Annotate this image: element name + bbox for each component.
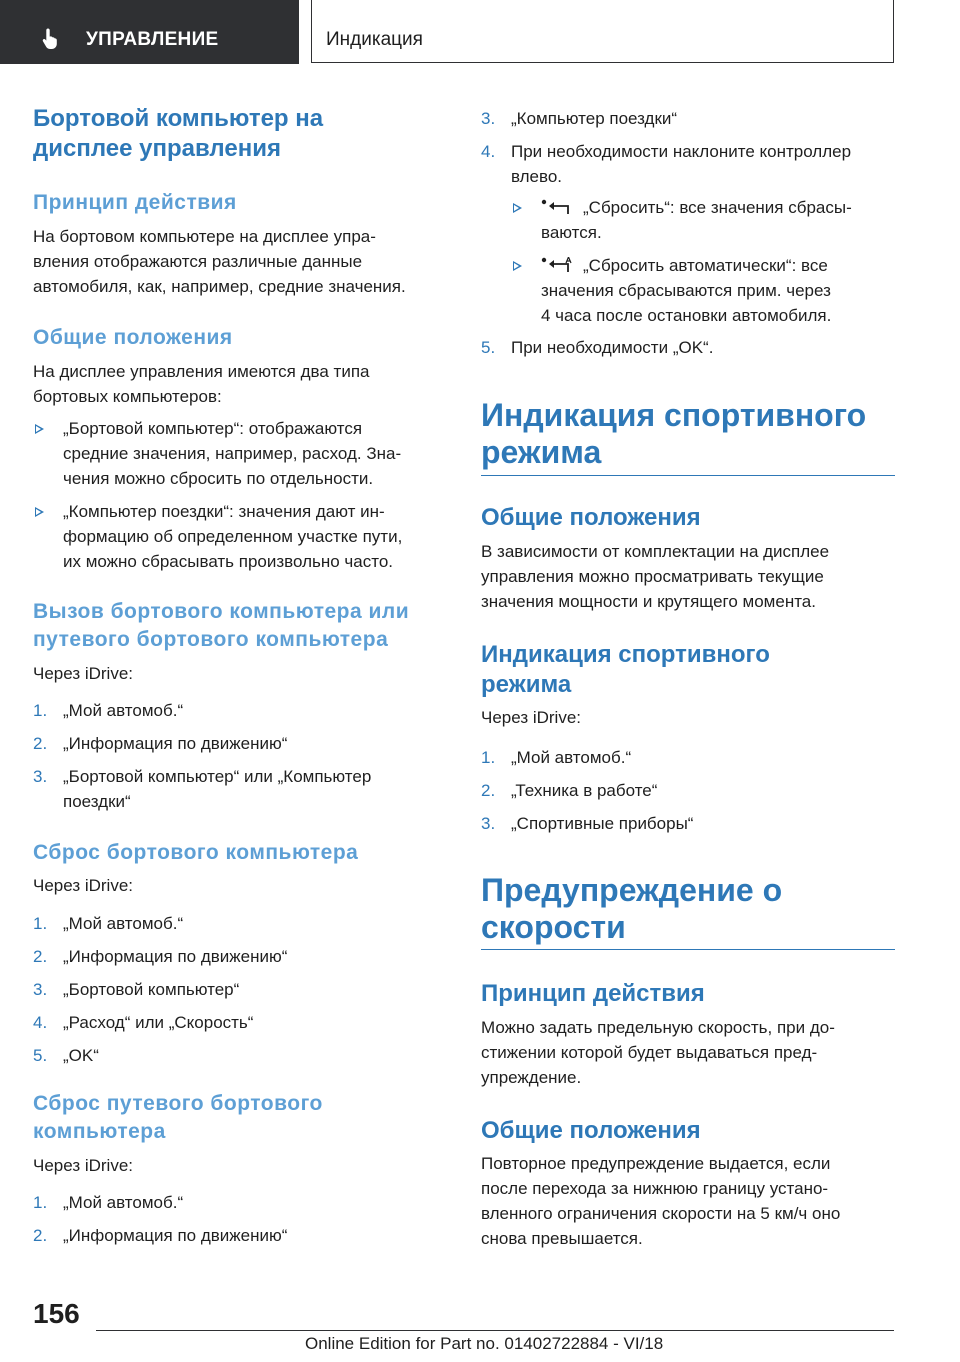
list-item: 1. „Мой автомоб.“ [33,914,184,933]
list-item: 4. При необходимости наклоните контроллер влево. [481,142,852,186]
footer-rule [96,1330,894,1331]
list-item: 2. „Информация по движению“ [33,734,288,753]
heading-general: Общие положения [481,504,701,531]
auto-reset-arrow-icon [541,257,575,273]
general-text: На дисплее управления имеются два типа бортовых компьютеров: [33,362,370,406]
list-item: 1. „Мой автомоб.“ [33,701,184,720]
general-text: В зависимости от комплектации на дисплее управления можно просматривать текущие значения мощности и крутящего момента. [481,542,830,611]
list-item: 5. „OK“ [33,1046,99,1065]
heading-principle: Принцип действия [33,191,237,214]
list-item: „Компьютер поездки“: значения дают ин- формацию об определенном участке пути, их можно сбрасывать произвольно часто. [33,499,453,574]
heading-principle: Принцип действия [481,980,705,1007]
list-item: „Сбросить автоматически“: все значения сбрасываются прим. через 4 часа после остановки автомобиля. [511,253,895,328]
heading-reset-trip: Сброс путевого бортового компьютера [33,1092,323,1143]
triangle-bullet-icon [513,203,522,213]
list-item: „Сбросить“: все значения сбрасы- ваются. [511,195,895,245]
subsection-title: Индикация [326,29,423,50]
heading-speed-warning: Предупреждение о скорости [481,872,783,945]
idrive-intro: Через iDrive: [33,664,134,683]
list-item: 2. „Техника в работе“ [481,781,658,800]
heading-reset: Сброс бортового компьютера [33,841,359,864]
heading-sport-display-sub: Индикация спортивного режима [481,641,770,698]
divider [481,949,895,950]
list-item: 3. „Бортовой компьютер“ [33,980,240,999]
section-title: УПРАВЛЕНИЕ [86,29,219,50]
heading-general: Общие положения [33,326,233,349]
list-item: 1. „Мой автомоб.“ [33,1193,184,1212]
principle-text: Можно задать предельную скорость, при до- стижении которой будет выдаваться пред- упреждение. [481,1018,835,1087]
divider [481,475,895,476]
list-item: 2. „Информация по движению“ [33,1226,288,1245]
triangle-bullet-icon [35,424,44,434]
page-number: 156 [33,1298,80,1329]
list-item: 3. „Спортивные приборы“ [481,814,694,833]
section-tab [0,0,299,64]
subsection-box [311,0,894,63]
list-item: 3. „Бортовой компьютер“ или „Компьютер поездки“ [33,767,372,811]
triangle-bullet-icon [35,507,44,517]
reset-arrow-icon [541,199,575,215]
heading-call: Вызов бортового компьютера или путевого бортового компьютера [33,600,410,651]
idrive-intro: Через iDrive: [33,1156,134,1175]
list-item: 2. „Информация по движению“ [33,947,288,966]
list-item: 5. При необходимости „OK“. [481,338,714,357]
list-item: 3. „Компьютер поездки“ [481,109,678,128]
list-item: „Бортовой компьютер“: отображаются средние значения, например, расход. Зна- чения можно сбросить по отдельности. [33,416,453,491]
heading-general: Общие положения [481,1117,701,1144]
footer-edition: Online Edition for Part no. 01402722884 - VI/18 [305,1334,664,1353]
general-text: Повторное предупреждение выдается, если после перехода за нижнюю границу устано- вленного ограничения скорости на 5 км/ч оно снова превышается. [481,1154,841,1248]
list-item: 4. „Расход“ или „Скорость“ [33,1013,254,1032]
triangle-bullet-icon [513,261,522,271]
idrive-intro: Через iDrive: [481,708,582,727]
list-item: 1. „Мой автомоб.“ [481,748,632,767]
heading-sport-display: Индикация спортивного режима [481,397,867,470]
hand-pointer-icon [40,26,64,50]
page-title: Бортовой компьютер на дисплее управления [33,105,324,162]
idrive-intro: Через iDrive: [33,876,134,895]
principle-text: На бортовом компьютере на дисплее упра- вления отображаются различные данные автомобиля, как, например, средние значения. [33,227,406,296]
